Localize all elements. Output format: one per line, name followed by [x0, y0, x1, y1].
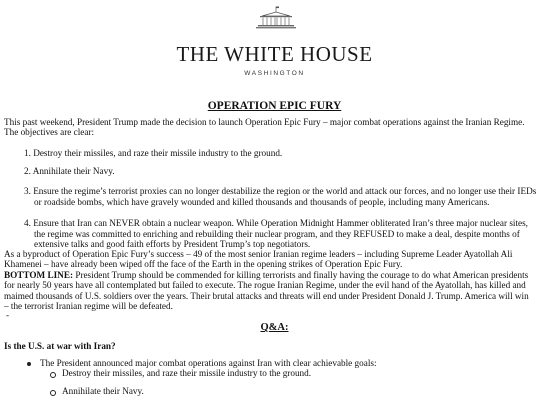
objective-item — [24, 148, 282, 159]
bottom-line-label: BOTTOM LINE: — [4, 270, 74, 280]
objective-text-continued: or roadside bombs, which have gravely wounded and killed thousands and thousands of people, including many Americans. — [34, 197, 490, 207]
objective-item — [24, 218, 528, 229]
letterhead-subtitle: WASHINGTON — [244, 70, 305, 77]
intro-line: The objectives are clear: — [4, 127, 95, 137]
bottom-line-line — [4, 270, 528, 281]
objective-text-continued: the regime was committed to enriching and rebuilding their nuclear program, and they REFUSED to make a deal, despite months of — [34, 229, 520, 239]
white-house-logo-icon — [256, 6, 296, 30]
objective-number: 1. — [24, 148, 31, 158]
stray-mark: - — [6, 310, 10, 320]
objective-number: 2. — [24, 166, 31, 176]
bullet-circle-icon — [50, 390, 56, 396]
byproduct-line: As a byproduct of Operation Epic Fury’s success – 49 of the most senior Iranian regime leaders – including Supreme Leader Ayatollah Ali — [4, 249, 513, 259]
objective-item — [24, 186, 536, 197]
qa-question: Is the U.S. at war with Iran? — [4, 341, 116, 351]
intro-line: This past weekend, President Trump made the decision to launch Operation Epic Fury – major combat operations against the Iranian Regime. — [4, 117, 525, 127]
bullet-dot-icon — [27, 362, 31, 366]
objective-item — [24, 166, 115, 177]
bottom-line-line: maimed thousands of U.S. soldiers over the years. Their brutal attacks and threats will end under President Donald J. Trump. America will win — [4, 291, 529, 301]
bottom-line-line: – the terrorist Iranian regime will be defeated. — [4, 301, 173, 311]
bullet-circle-icon — [50, 372, 56, 378]
objective-text: Ensure that Iran can NEVER obtain a nuclear weapon. While Operation Midnight Hammer obliterated Iran’s three major nuclear sites, — [33, 218, 528, 228]
document-heading: OPERATION EPIC FURY — [207, 100, 342, 112]
objective-number: 4. — [24, 218, 31, 228]
objective-text: Annihilate their Navy. — [32, 166, 115, 176]
objective-text: Destroy their missiles, and raze their missile industry to the ground. — [33, 148, 283, 158]
byproduct-line: Khamenei – have already been wiped off the face of the Earth in the opening strikes of Operation Epic Fury. — [4, 259, 403, 269]
qa-heading: Q&A: — [260, 322, 289, 333]
qa-sub-item: Destroy their missiles, and raze their missile industry to the ground. — [62, 368, 312, 378]
letterhead — [0, 0, 549, 90]
qa-sub-item: Annihilate their Navy. — [62, 386, 144, 396]
objective-text: Ensure the regime’s terrorist proxies can no longer destabilize the region or the world and attack our forces, and no longer use their IEDs — [33, 186, 537, 196]
objective-number: 3. — [24, 186, 31, 196]
letterhead-title: THE WHITE HOUSE — [176, 42, 373, 66]
qa-answer: The President announced major combat operations against Iran with clear achievable goals: — [40, 358, 377, 368]
bottom-line-line: for nearly 50 years have all contemplated but failed to execute. The rogue Iranian Regime, under the evil hand of the Ayatollah, has killed and — [4, 280, 526, 290]
objective-text-continued: extensive talks and good faith efforts by President Trump’s top negotiators. — [34, 239, 311, 249]
bottom-line-text: President Trump should be commended for killing terrorists and finally having the courage to do what American presidents — [73, 270, 529, 280]
